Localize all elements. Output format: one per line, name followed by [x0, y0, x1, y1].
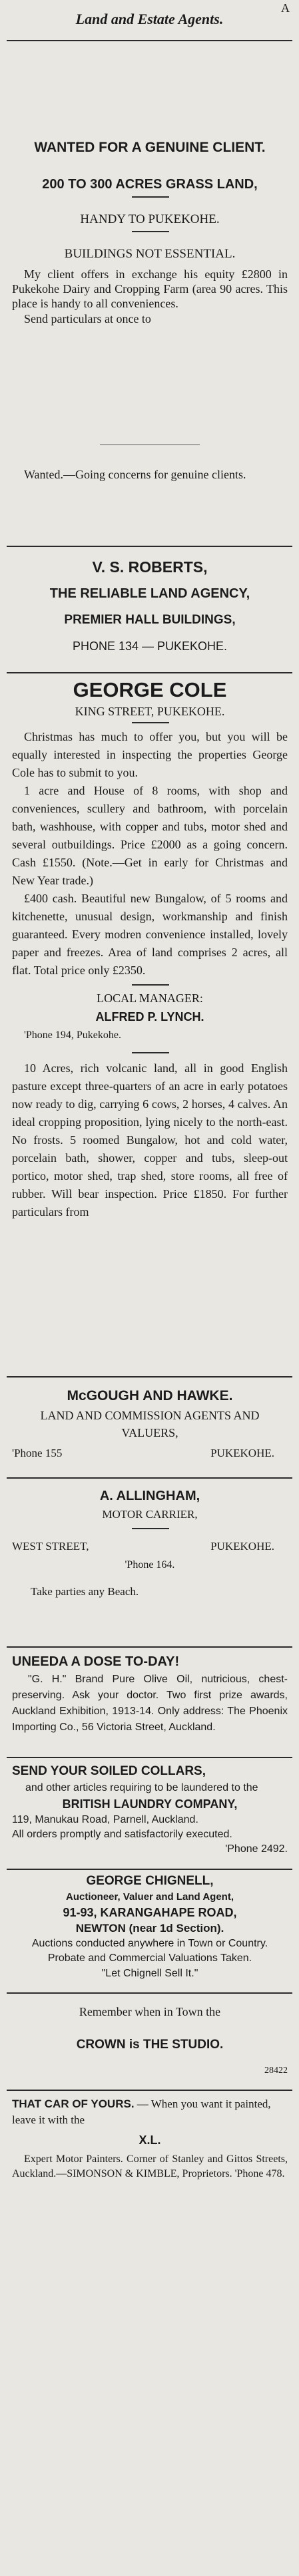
- roberts-ad: [12, 554, 288, 659]
- cole-address: KING STREET, PUKEKOHE.: [75, 705, 225, 718]
- laundry-sub: and other articles requiring to be laundered to the: [25, 1782, 258, 1793]
- cole-manager-label: LOCAL MANAGER:: [97, 992, 203, 1005]
- divider: [7, 672, 292, 673]
- cole-property-1: 1 acre and House of 8 rooms, with shop and conveniences, scullery and bathroom, with porcelain bath, washhouse, with copper and tubs, motor shed and several outbuildings. Price £2000 as a going concern. Cash £1550. (Note.—Get in early for Christmas and New Year trade.): [12, 784, 288, 887]
- divider: [7, 2090, 292, 2091]
- cole-property-2: £400 cash. Beautiful new Bungalow, of 5 rooms and kitchenette, unusual design, workmanship and finish guaranteed. Every modren convenience installed, lovely paper and freezes. Area of land comprises 2 acres, all flat. Total price only £2350.: [12, 892, 288, 977]
- roberts-building: PREMIER HALL BUILDINGS,: [64, 613, 236, 627]
- xl-headline-line: [12, 2096, 288, 2128]
- uneeda-body: "G. H." Brand Pure Olive Oil, nutricious, chest-preserving. Ask your doctor. Two first prize awards, Auckland Exhibition, 1913-14. Only address: The Phoenix Importing Co., 56 Victoria Street, Auckland.: [12, 1674, 288, 1733]
- allingham-trade: MOTOR CARRIER,: [102, 1508, 198, 1521]
- corner-mark: A: [281, 1, 290, 15]
- chignell-slogan: "Let Chignell Sell It.": [101, 1968, 198, 1979]
- divider: [7, 1992, 292, 1994]
- allingham-name: A. ALLINGHAM,: [99, 1489, 200, 1503]
- roberts-tagline: THE RELIABLE LAND AGENCY,: [49, 586, 250, 601]
- chignell-line-2: 91-93, KARANGAHAPE ROAD,: [63, 1906, 237, 1919]
- divider: [7, 1757, 292, 1758]
- laundry-address: 119, Manukau Road, Parnell, Auckland.: [12, 1814, 198, 1825]
- laundry-phone: 'Phone 2492.: [225, 1843, 288, 1855]
- going-concerns-text: Wanted.—Going concerns for genuine clients.: [24, 468, 246, 481]
- laundry-orders: All orders promptly and satisfactorily executed.: [12, 1829, 232, 1840]
- ad-send: Send particulars at once to: [24, 312, 151, 325]
- allingham-phone: 'Phone 164.: [125, 1559, 175, 1570]
- laundry-name: BRITISH LAUNDRY COMPANY,: [62, 1797, 238, 1811]
- chignell-line-1: Auctioneer, Valuer and Land Agent,: [66, 1891, 234, 1903]
- xl-body: Expert Motor Painters. Corner of Stanley and Gittos Streets, Auckland.—SIMONSON & KIMBLE, Proprietors. 'Phone 478.: [12, 2153, 288, 2179]
- roberts-name: V. S. ROBERTS,: [92, 558, 208, 576]
- mcgough-ad: [12, 1385, 288, 1464]
- laundry-headline: SEND YOUR SOILED COLLARS,: [12, 1764, 206, 1778]
- section-title: Land and Estate Agents.: [75, 11, 224, 27]
- crown-studio: CROWN is THE STUDIO.: [76, 2038, 224, 2052]
- ad-subhead: 200 TO 300 ACRES GRASS LAND,: [42, 177, 258, 192]
- xl-name: X.L.: [139, 2133, 161, 2147]
- crown-ad: [12, 2003, 288, 2079]
- cole-property-3: 10 Acres, rich volcanic land, all in good English pasture except three-quarters of an acre in early potatoes now ready to dig, carrying 6 cows, 2 horses, 4 calves. An ideal cropping proposition, lying nicely to the north-east. No frosts. 5 roomed Bungalow, hot and cold water, porcelain bath, shower, copper and tubs, sleep-out portico, motor shed, trap shed, store rooms, all free of rubber. Will bear inspection. Price £1850. For further particulars from: [12, 1061, 288, 1218]
- chignell-name: GEORGE CHIGNELL,: [86, 1874, 214, 1888]
- cole-phone: 'Phone 194, Pukekohe.: [24, 1029, 121, 1041]
- divider: [7, 1477, 292, 1479]
- roberts-phone: PHONE 134 — PUKEKOHE.: [72, 640, 228, 653]
- going-concerns-ad: [12, 466, 288, 484]
- chignell-line-3: NEWTON (near 1d Section).: [75, 1922, 224, 1934]
- chignell-body: Auctions conducted anywhere in Town or Country. Probate and Commercial Valuations Taken.: [31, 1938, 268, 1964]
- cole-name: GEORGE COLE: [73, 678, 227, 701]
- allingham-town: PUKEKOHE.: [210, 1540, 274, 1553]
- cole-intro: Christmas has much to offer you, but you will be equally interested in inspecting the properties George Cole has to submit to you.: [12, 730, 288, 779]
- divider: [7, 1376, 292, 1378]
- wanted-ad: [12, 138, 288, 327]
- laundry-ad: [12, 1762, 288, 1857]
- uneeda-headline: UNEEDA A DOSE TO-DAY!: [12, 1654, 180, 1669]
- xl-ad: [12, 2096, 288, 2181]
- allingham-note: Take parties any Beach.: [31, 1585, 139, 1598]
- ad-body: My client offers in exchange his equity £2800 in Pukekohe Dairy and Cropping Farm (area 90 acres. This place is handy to all conveniences.: [12, 268, 288, 310]
- ad-headline: WANTED FOR A GENUINE CLIENT.: [34, 140, 266, 155]
- divider: [7, 40, 292, 41]
- xl-headline: THAT CAR OF YOURS.: [12, 2098, 135, 2110]
- divider: [7, 1869, 292, 1870]
- mcgough-line: LAND AND COMMISSION AGENTS AND VALUERS,: [40, 1409, 260, 1439]
- cole-manager-name: ALFRED P. LYNCH.: [95, 1010, 204, 1023]
- ad-buildings: BUILDINGS NOT ESSENTIAL.: [64, 247, 236, 261]
- chignell-ad: [12, 1873, 288, 1982]
- crown-ref: 28422: [264, 2066, 288, 2076]
- allingham-ad: [12, 1485, 288, 1598]
- allingham-street: WEST STREET,: [12, 1540, 89, 1553]
- divider: [7, 1646, 292, 1648]
- mcgough-phone: 'Phone 155: [12, 1447, 63, 1459]
- xl-headline-tail: — When you want it painted, leave it with the: [12, 2098, 271, 2126]
- crown-remember: Remember when in Town the: [79, 2005, 221, 2018]
- divider: [7, 546, 292, 547]
- mcgough-town: PUKEKOHE.: [210, 1447, 274, 1459]
- ad-handy: HANDY TO PUKEKOHE.: [80, 212, 220, 226]
- mcgough-name: McGOUGH AND HAWKE.: [67, 1388, 233, 1403]
- cole-ad: [12, 677, 288, 1221]
- uneeda-ad: [12, 1652, 288, 1736]
